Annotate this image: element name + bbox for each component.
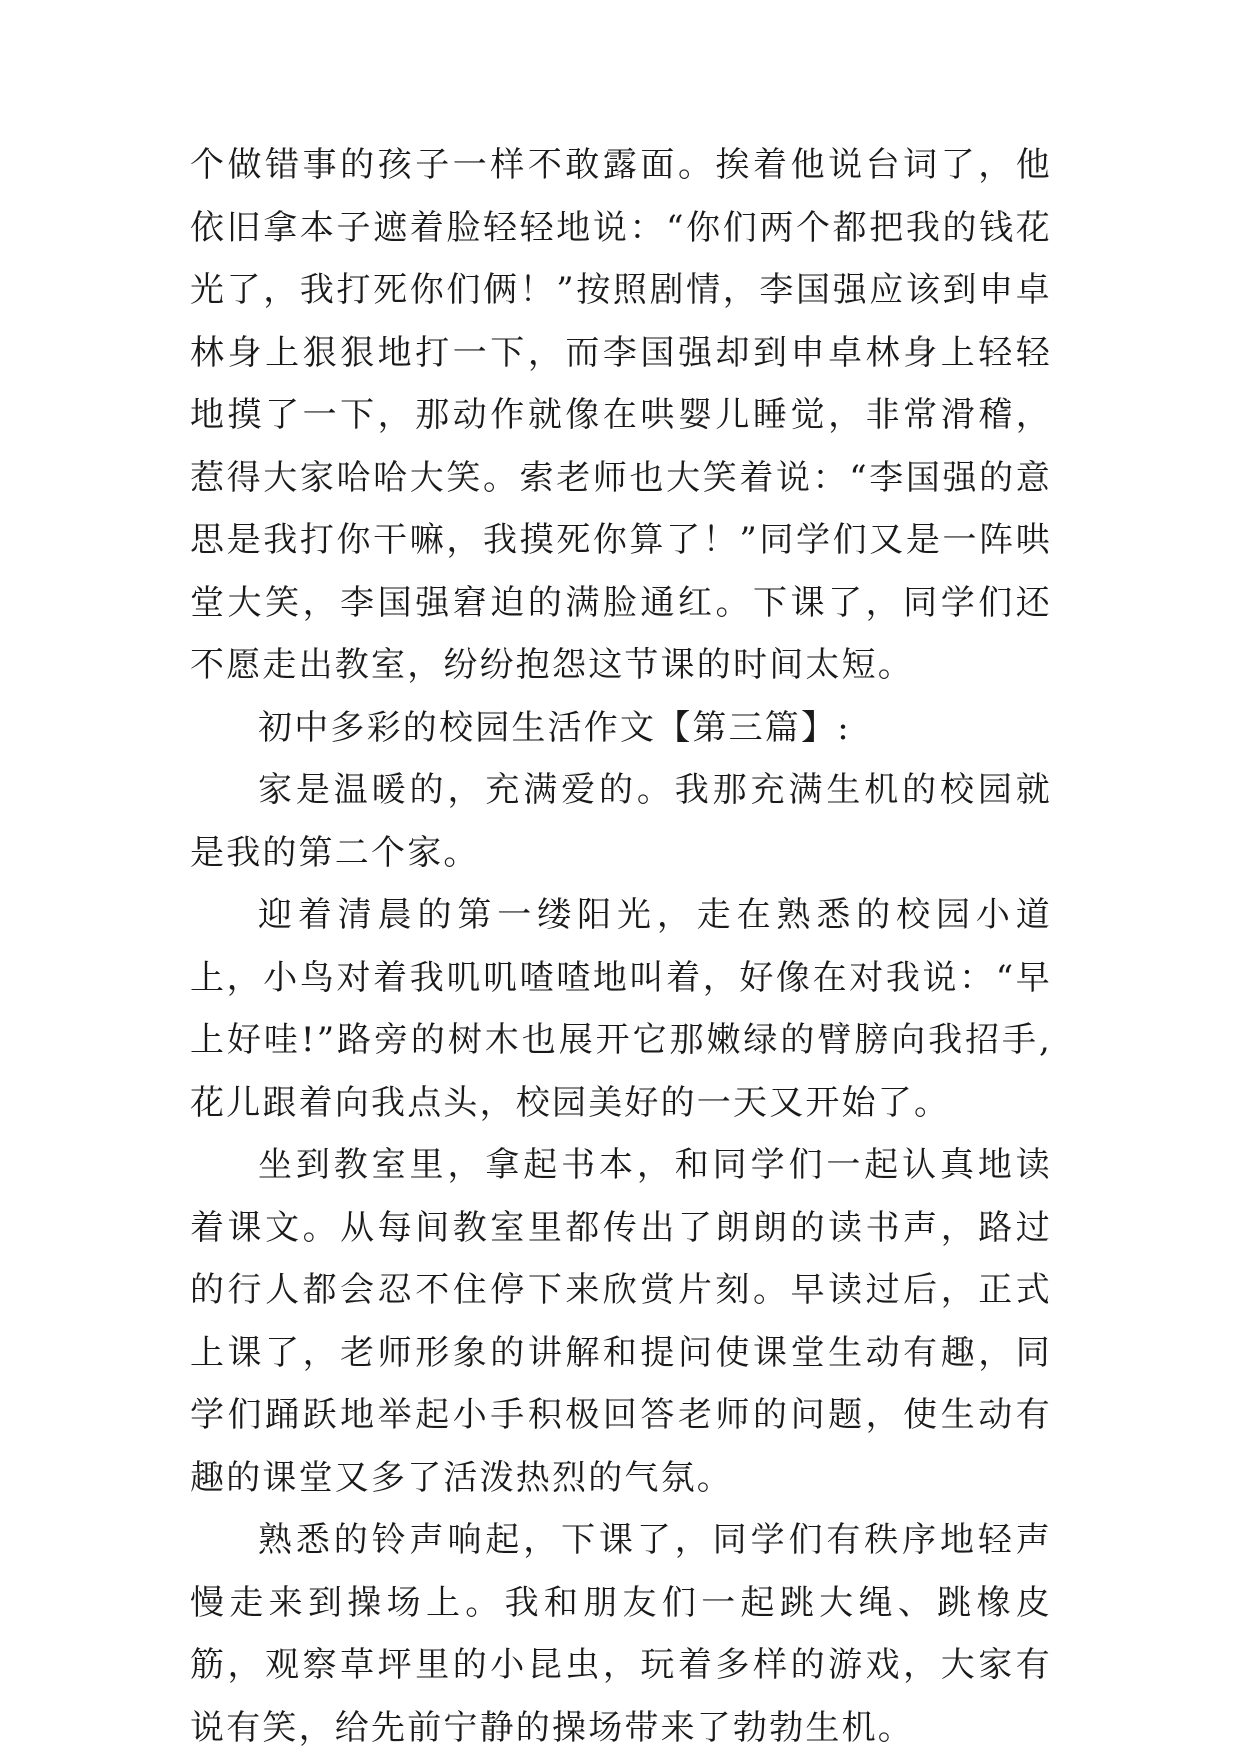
section-heading-third-essay: 初中多彩的校园生活作文【第三篇】: [258, 707, 851, 748]
paragraph-continued-story: 个做错事的孩子一样不敢露面。挨着他说台词了，他依旧拿本子遮着脸轻轻地说：“你们两个都把我的钱花光了，我打死你们俩！”按照剧情，李国强应该到申卓林身上狠狠地打一下，而李国强却到申卓林身上轻轻地摸了一下，那动作就像在哄婴儿睡觉，非常滑稽，惹得大家哈哈大笑。索老师也大笑着说：“李国强的意思是我打你干嘛，我摸死你算了！”同学们又是一阵哄堂大笑，李国强窘迫的满脸通红。下课了，同学们还不愿走出教室，纷纷抱怨这节课的时间太短。 [190, 145, 1052, 685]
paragraph-second-home: 家是温暖的，充满爱的。我那充满生机的校园就是我的第二个家。 [190, 770, 1052, 873]
document-body [190, 134, 1052, 1759]
paragraph-classroom: 坐到教室里，拿起书本，和同学们一起认真地读着课文。从每间教室里都传出了朗朗的读书声，路过的行人都会忍不住停下来欣赏片刻。早读过后，正式上课了，老师形象的讲解和提问使课堂生动有趣，同学们踊跃地举起小手积极回答老师的问题，使生动有趣的课堂又多了活泼热烈的气氛。 [190, 1145, 1052, 1498]
paragraph-morning-campus: 迎着清晨的第一缕阳光，走在熟悉的校园小道上，小鸟对着我叽叽喳喳地叫着，好像在对我说：“早上好哇!”路旁的树木也展开它那嫩绿的臂膀向我招手,花儿跟着向我点头，校园美好的一天又开始了。 [190, 895, 1052, 1123]
paragraph-playground: 熟悉的铃声响起，下课了，同学们有秩序地轻声慢走来到操场上。我和朋友们一起跳大绳、跳橡皮筋，观察草坪里的小昆虫，玩着多样的游戏，大家有说有笑，给先前宁静的操场带来了勃勃生机。 [190, 1520, 1052, 1748]
